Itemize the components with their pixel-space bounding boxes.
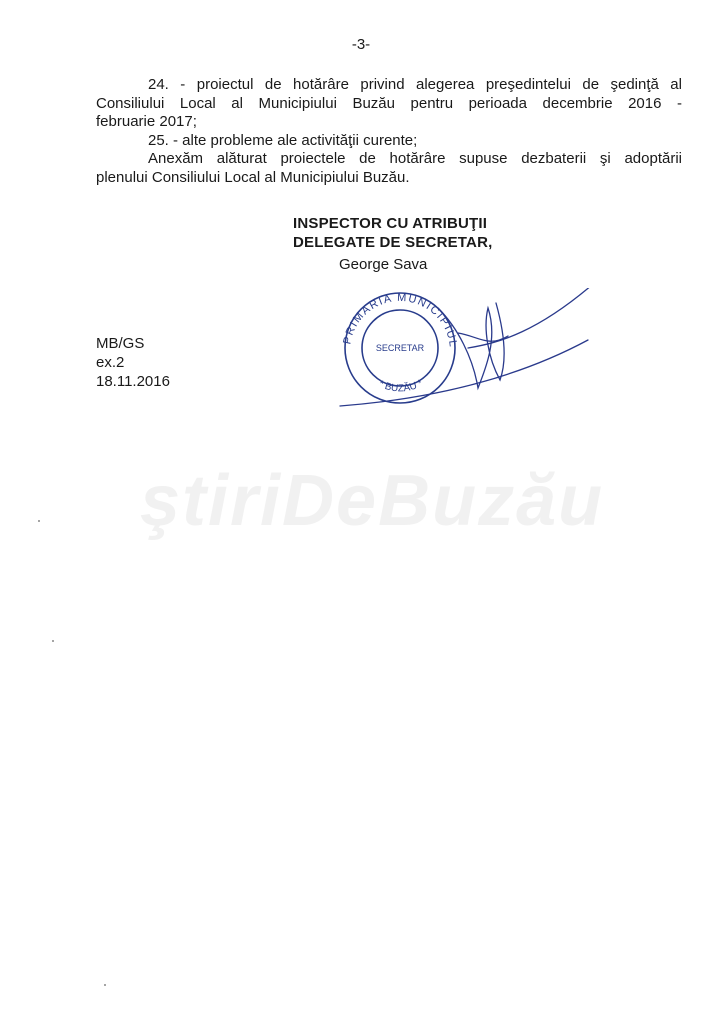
stamp-ring-text: PRIMARIA MUNICIPIUL (341, 291, 459, 349)
page-number: -3- (351, 36, 371, 53)
item-24-line-1: 24. - proiectul de hotărâre privind alegerea preşedintelui de şedinţă al (148, 76, 682, 93)
reference-date: 18.11.2016 (96, 373, 170, 390)
signatory-name: George Sava (339, 256, 428, 273)
stamp-and-signature-graphic (338, 288, 618, 418)
annex-line-1: Anexăm alăturat proiectele de hotărâre supuse dezbaterii şi adoptării (148, 150, 682, 167)
official-stamp (338, 288, 618, 423)
signatory-title-line-2: DELEGATE DE SECRETAR, (293, 234, 493, 251)
signatory-title (293, 214, 493, 252)
reference-initials: MB/GS (96, 335, 145, 352)
scan-speck (38, 520, 40, 522)
item-25-line-1: 25. - alte probleme ale activităţii curente; (148, 131, 418, 149)
item-24-line-2: Consiliului Local al Municipiului Buzău pentru perioada decembrie 2016 - (96, 94, 682, 112)
annex-line-2: plenului Consiliului Local al Municipiului Buzău. (96, 168, 410, 186)
document-body (96, 76, 682, 187)
stamp-center-text: SECRETAR (375, 343, 425, 353)
signatory-title-line-1: INSPECTOR CU ATRIBUŢII (293, 215, 488, 232)
item-24-line-3: februarie 2017; (96, 113, 197, 130)
document-reference (96, 334, 170, 391)
svg-text:PRIMARIA MUNICIPIULUI (338, 288, 459, 349)
scan-speck (52, 640, 54, 642)
stamp-bottom-text: * BUZĂU * (376, 377, 425, 395)
watermark: ştiriDeBuzău (140, 461, 605, 541)
reference-copies: ex.2 (96, 354, 125, 371)
svg-text:* BUZĂU * (377, 378, 425, 395)
scan-speck (104, 984, 106, 986)
